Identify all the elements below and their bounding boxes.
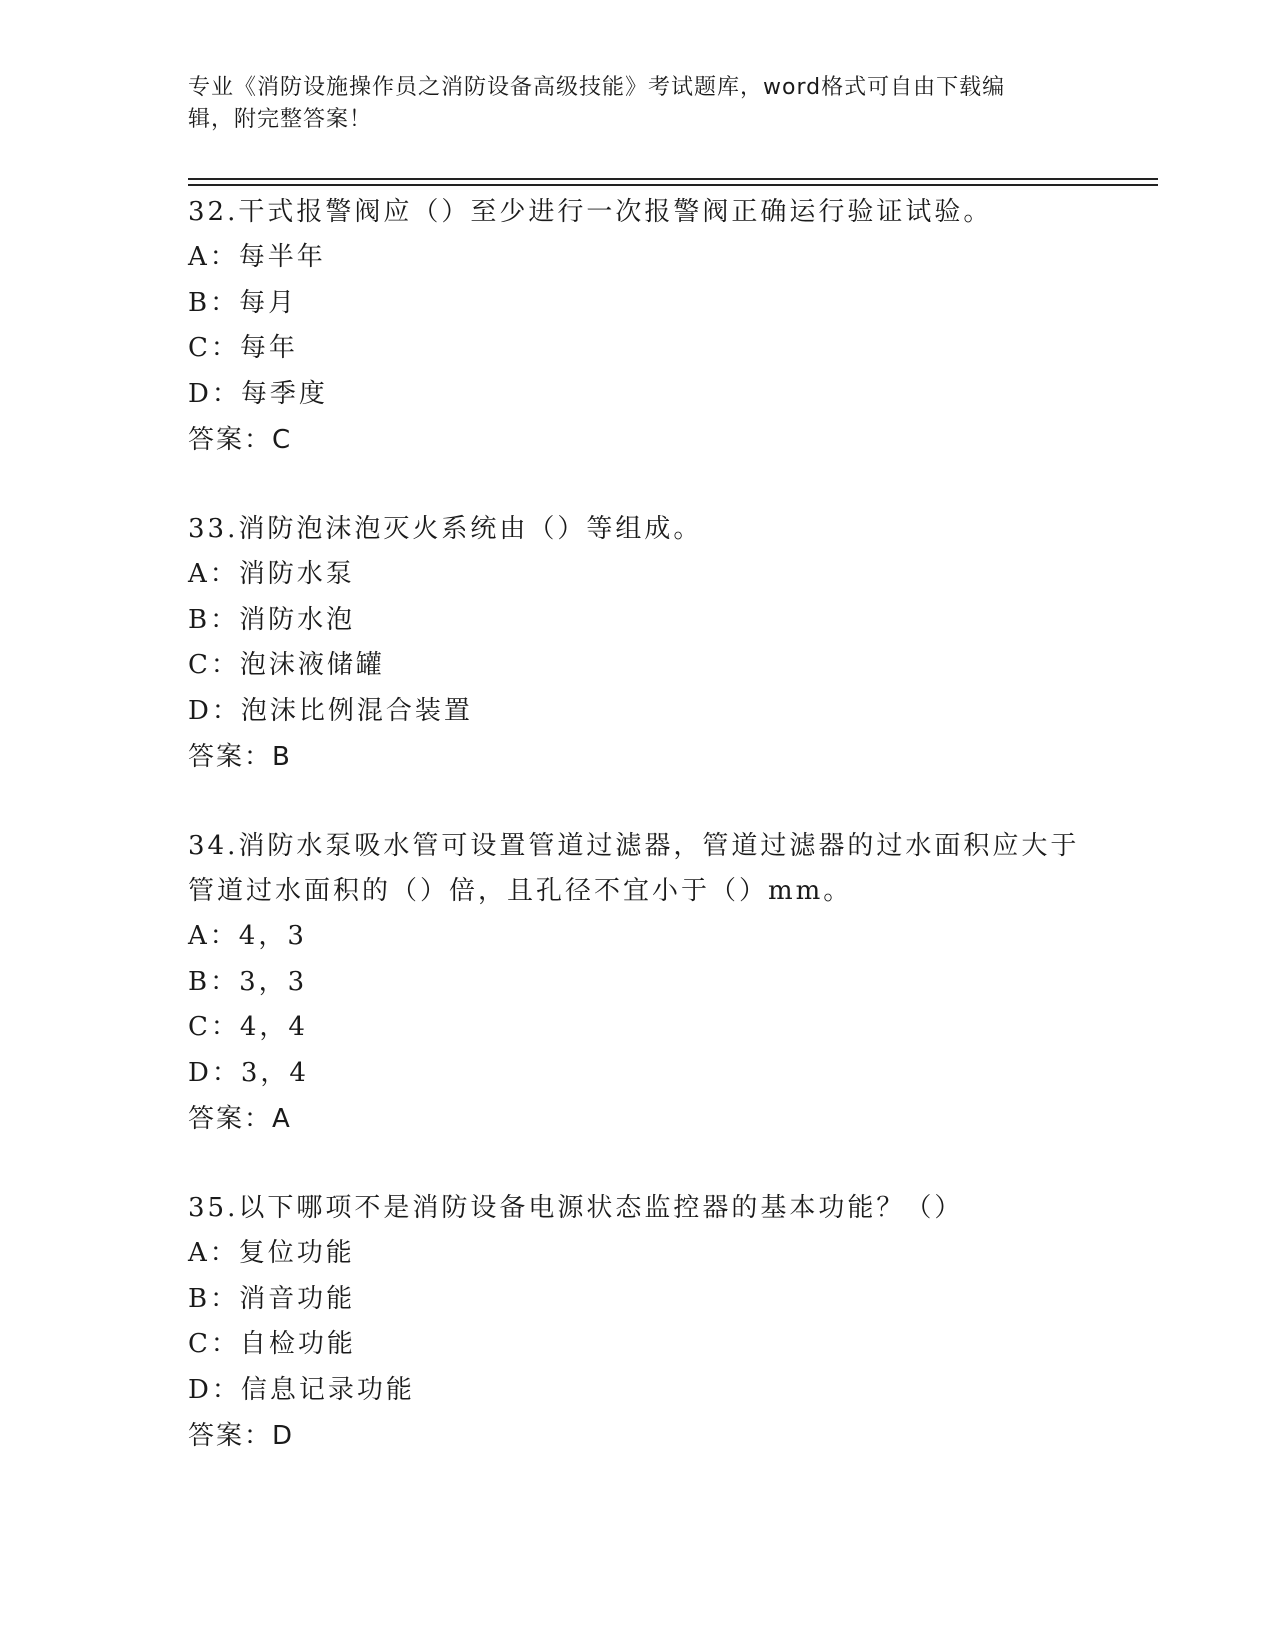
header-line-2: 辑，附完整答案！ xyxy=(188,107,373,132)
option-a: A：每半年 xyxy=(188,242,326,272)
question-stem-line-1: 34.消防水泵吸水管可设置管道过滤器，管道过滤器的过水面积应大于 xyxy=(188,831,1080,861)
option-b: B：消音功能 xyxy=(188,1283,356,1314)
option-c: C：每年 xyxy=(188,333,298,363)
question-stem: 32.干式报警阀应（）至少进行一次报警阀正确运行验证试验。 xyxy=(188,197,993,227)
answer: 答案：B xyxy=(188,742,292,772)
option-d: D：泡沫比例混合装置 xyxy=(188,695,473,726)
option-b: B：3，3 xyxy=(188,966,308,997)
question-list xyxy=(188,190,1088,1503)
option-a: A：消防水泵 xyxy=(188,559,355,589)
header-line-1: 专业《消防设施操作员之消防设备高级技能》考试题库，word格式可自由下载编 xyxy=(188,75,1006,100)
option-c: C：泡沫液储罐 xyxy=(188,650,385,680)
question-stem: 33.消防泡沫泡灭火系统由（）等组成。 xyxy=(188,514,703,544)
question-32 xyxy=(188,190,1088,463)
answer: 答案：D xyxy=(188,1421,295,1451)
option-b: B：消防水泡 xyxy=(188,604,356,635)
answer: 答案：C xyxy=(188,425,293,455)
option-a: A：复位功能 xyxy=(188,1238,355,1268)
header-divider-bottom xyxy=(188,184,1158,186)
header-divider-top xyxy=(188,178,1158,180)
option-d: D：3，4 xyxy=(188,1057,309,1088)
question-34 xyxy=(188,824,1088,1142)
option-c: C：自检功能 xyxy=(188,1329,356,1359)
question-stem: 35.以下哪项不是消防设备电源状态监控器的基本功能？（） xyxy=(188,1193,964,1223)
option-a: A：4，3 xyxy=(188,921,307,951)
option-d: D：信息记录功能 xyxy=(188,1374,415,1405)
option-c: C：4，4 xyxy=(188,1012,308,1042)
question-35 xyxy=(188,1186,1088,1459)
answer: 答案：A xyxy=(188,1104,292,1134)
document-header xyxy=(188,72,1088,136)
question-33 xyxy=(188,507,1088,780)
option-b: B：每月 xyxy=(188,287,298,318)
question-stem-line-2: 管道过水面积的（）倍，且孔径不宜小于（）mm。 xyxy=(188,876,853,906)
option-d: D：每季度 xyxy=(188,378,328,409)
